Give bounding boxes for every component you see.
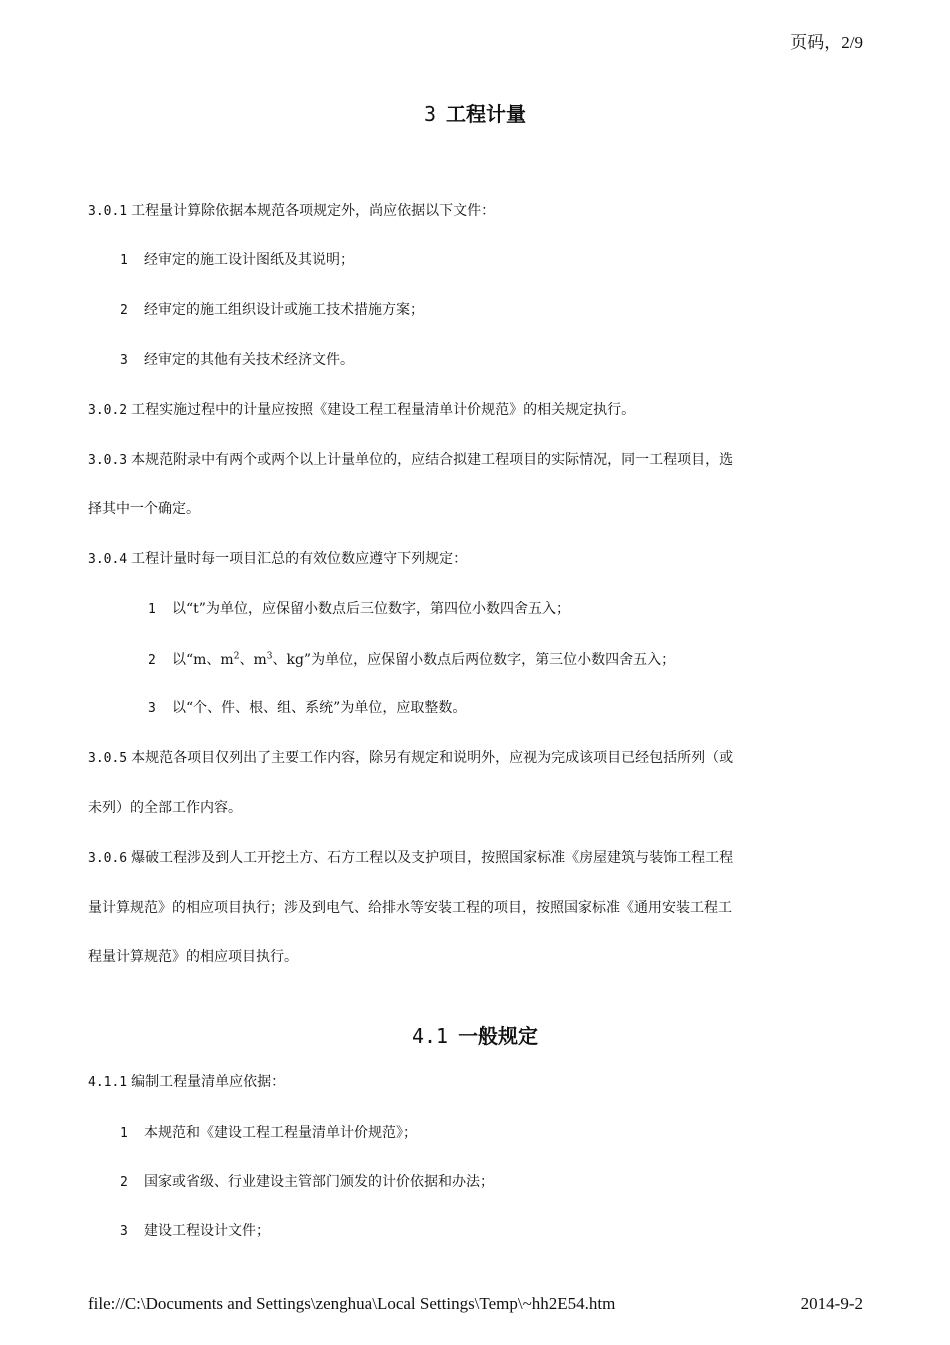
list-item xyxy=(148,600,570,619)
clause-4-1-1 xyxy=(88,1073,285,1092)
clause-3-0-6 xyxy=(88,849,733,868)
clause-code: 3.0.5 xyxy=(88,751,128,766)
section-title: 一般规定 xyxy=(458,1024,539,1048)
list-item-text: 以“个、件、根、组、系统”为单位，应取整数。 xyxy=(172,700,467,716)
clause-3-0-1 xyxy=(88,202,495,221)
list-item xyxy=(120,301,424,320)
clause-3-0-3-continuation: 择其中一个确定。 xyxy=(88,501,200,517)
list-item-text: 以“t”为单位，应保留小数点后三位数字，第四位小数四舍五入； xyxy=(172,601,570,617)
list-item-text: 、m xyxy=(239,652,267,668)
page-number: 页码，2/9 xyxy=(790,33,863,52)
superscript: 2 xyxy=(233,651,240,662)
list-item-index: 3 xyxy=(120,1224,128,1239)
clause-3-0-4 xyxy=(88,550,467,569)
clause-text: 编制工程量清单应依据： xyxy=(131,1074,286,1090)
list-item-index: 2 xyxy=(148,653,156,668)
section-number: 3 xyxy=(423,102,437,126)
clause-3-0-5-continuation: 未列）的全部工作内容。 xyxy=(88,800,242,816)
footer-file-path: file://C:\Documents and Settings\zenghua\Local Settings\Temp\~hh2E54.htm xyxy=(88,1294,616,1313)
list-item-text: 以“m、m xyxy=(172,652,234,668)
list-item-text: 经审定的施工设计图纸及其说明； xyxy=(144,252,354,268)
section-heading-4-1 xyxy=(0,1020,950,1049)
list-item-text: 经审定的施工组织设计或施工技术措施方案； xyxy=(144,302,424,318)
list-item xyxy=(148,699,466,718)
list-item-index: 2 xyxy=(120,303,128,318)
clause-3-0-2 xyxy=(88,401,635,420)
clause-text: 工程量计算除依据本规范各项规定外，尚应依据以下文件： xyxy=(131,203,496,219)
clause-3-0-6-continuation: 程量计算规范》的相应项目执行。 xyxy=(88,949,298,965)
list-item-text: 、kg”为单位，应保留小数点后两位数字，第三位小数四舍五入； xyxy=(272,652,676,668)
clause-code: 3.0.6 xyxy=(88,851,128,866)
clause-text: 工程实施过程中的计量应按照《建设工程工程量清单计价规范》的相关规定执行。 xyxy=(131,402,636,418)
list-item xyxy=(120,351,354,370)
clause-3-0-6-continuation: 量计算规范》的相应项目执行；涉及到电气、给排水等安装工程的项目，按照国家标准《通用安装工程工 xyxy=(88,900,732,916)
list-item-text: 经审定的其他有关技术经济文件。 xyxy=(144,352,354,368)
section-heading-3 xyxy=(0,98,950,127)
clause-3-0-3 xyxy=(88,451,733,470)
list-item-text: 国家或省级、行业建设主管部门颁发的计价依据和办法； xyxy=(144,1174,494,1190)
section-title: 工程计量 xyxy=(446,102,527,126)
list-item-text: 建设工程设计文件； xyxy=(144,1223,270,1239)
list-item-index: 1 xyxy=(120,253,128,268)
list-item-index: 1 xyxy=(120,1126,128,1141)
footer-date: 2014-9-2 xyxy=(800,1294,863,1313)
list-item xyxy=(120,1222,270,1241)
clause-code: 4.1.1 xyxy=(88,1075,128,1090)
superscript: 3 xyxy=(266,651,273,662)
list-item-index: 1 xyxy=(148,602,156,617)
list-item-index: 3 xyxy=(120,353,128,368)
clause-code: 3.0.3 xyxy=(88,453,128,468)
clause-text-line: 本规范附录中有两个或两个以上计量单位的，应结合拟建工程项目的实际情况，同一工程项目，选 xyxy=(131,452,734,468)
clause-text-line: 本规范各项目仅列出了主要工作内容，除另有规定和说明外，应视为完成该项目已经包括所列（或 xyxy=(131,750,734,766)
list-item-text: 本规范和《建设工程工程量清单计价规范》； xyxy=(144,1125,417,1141)
clause-text-line: 爆破工程涉及到人工开挖土方、石方工程以及支护项目，按照国家标准《房屋建筑与装饰工程工程 xyxy=(131,850,734,866)
list-item xyxy=(148,651,675,670)
list-item-index: 3 xyxy=(148,701,156,716)
clause-text: 工程计量时每一项目汇总的有效位数应遵守下列规定： xyxy=(131,551,468,567)
list-item xyxy=(120,251,354,270)
section-number: 4.1 xyxy=(411,1024,449,1048)
list-item xyxy=(120,1173,494,1192)
clause-code: 3.0.4 xyxy=(88,552,128,567)
list-item-index: 2 xyxy=(120,1175,128,1190)
clause-code: 3.0.1 xyxy=(88,204,128,219)
clause-3-0-5 xyxy=(88,749,733,768)
list-item xyxy=(120,1124,417,1143)
clause-code: 3.0.2 xyxy=(88,403,128,418)
